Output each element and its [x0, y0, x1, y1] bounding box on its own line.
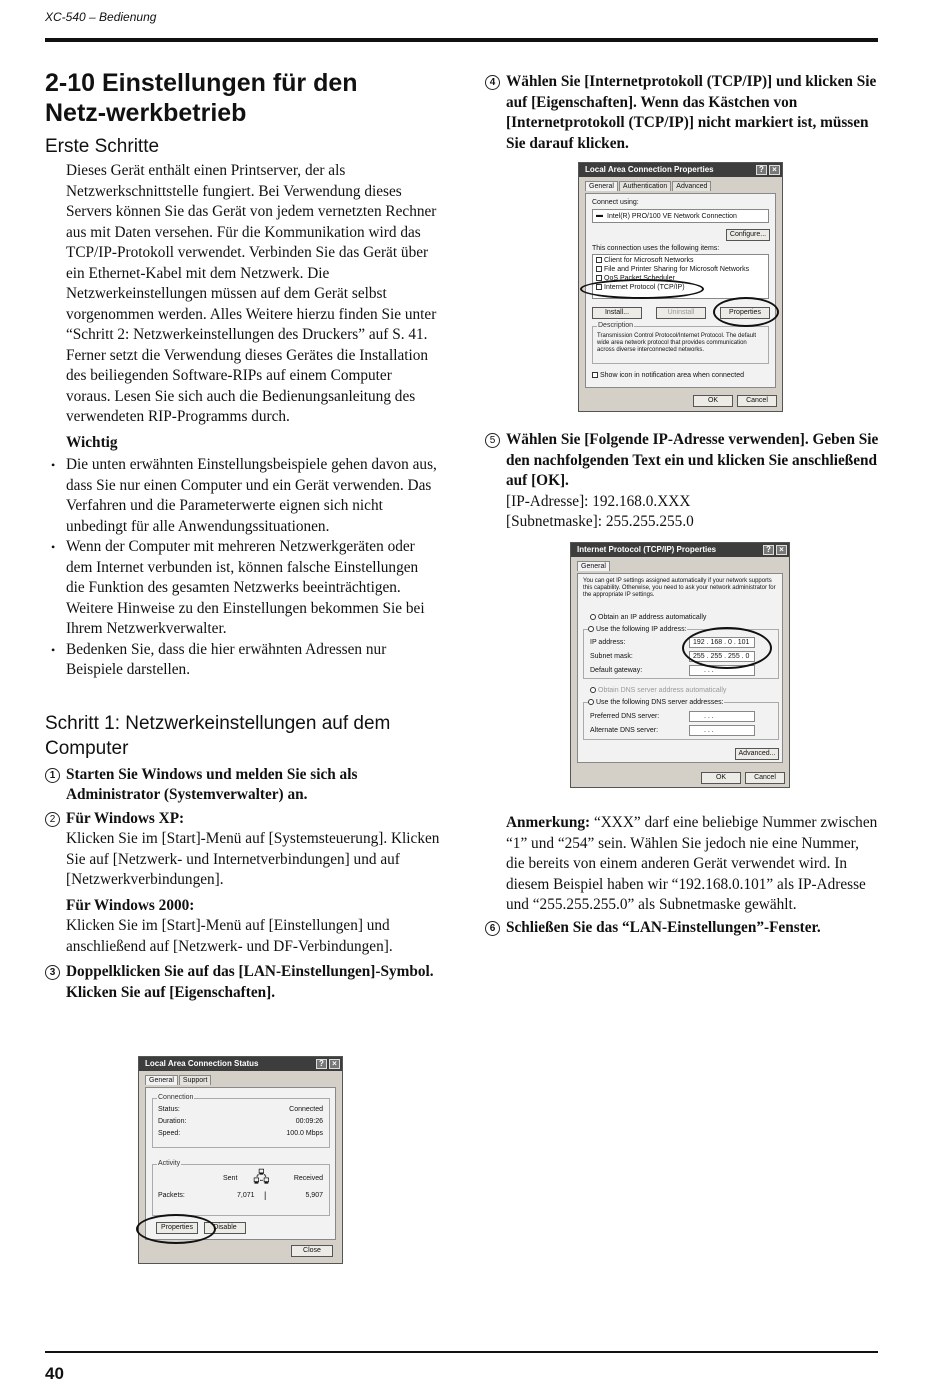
- network-card-icon: ▬: [596, 212, 603, 219]
- tab-authentication[interactable]: Authentication: [619, 181, 671, 191]
- packets-sent: 7,071: [237, 1192, 255, 1199]
- checkbox[interactable]: [592, 372, 598, 378]
- list-item[interactable]: File and Printer Sharing for Microsoft Networks: [596, 266, 749, 273]
- running-header: XC-540 – Bedienung: [45, 10, 157, 24]
- tab-bar: [577, 561, 611, 571]
- description-group: [592, 322, 769, 364]
- bullet-item: • Bedenken Sie, dass die hier erwähnten Adressen nur Beispiele darstellen.: [45, 640, 440, 681]
- step-4: [485, 72, 880, 154]
- radio[interactable]: [588, 699, 594, 705]
- duration-value: 00:09:26: [295, 1118, 323, 1125]
- ip-address-line: [IP-Adresse]: 192.168.0.XXX: [506, 492, 691, 510]
- close-button[interactable]: Close: [291, 1245, 333, 1257]
- preferred-dns-field[interactable]: . . .: [689, 711, 755, 722]
- speed-value: 100.0 Mbps: [286, 1130, 323, 1137]
- step-text: Klicken Sie im [Start]-Menü auf [Einstellungen] und anschließend auf [Netzwerk- und DF-Verbindungen].: [66, 917, 393, 955]
- install-button[interactable]: Install...: [592, 307, 642, 319]
- alternate-dns-field[interactable]: . . .: [689, 725, 755, 736]
- step-text: Wählen Sie [Internetprotokoll (TCP/IP)] und klicken Sie auf [Eigenschaften]. Wenn das Kästchen von [Internetprotokoll (TCP/IP)] nicht markiert ist, müssen Sie darauf klicken.: [506, 73, 877, 152]
- speed-label: Speed:: [158, 1130, 181, 1137]
- tab-bar: [585, 181, 712, 191]
- cancel-button[interactable]: Cancel: [745, 772, 785, 784]
- group-label: Activity: [158, 1160, 181, 1167]
- tab-panel: [577, 573, 783, 763]
- subsection-title-first-steps: Erste Schritte: [45, 136, 160, 157]
- step-number: 3: [45, 965, 60, 980]
- close-icon[interactable]: ×: [329, 1059, 340, 1069]
- dialog-title: Local Area Connection Status: [145, 1059, 259, 1068]
- highlight-ellipse: [580, 279, 704, 299]
- step-1: [45, 765, 440, 806]
- dialog-title: Local Area Connection Properties: [585, 165, 714, 174]
- checkbox[interactable]: [596, 275, 602, 281]
- tab-support[interactable]: Support: [179, 1075, 212, 1085]
- connection-group: [152, 1094, 330, 1148]
- ip-address-field[interactable]: 192 . 168 . 0 . 101: [689, 637, 755, 648]
- group-label: Description: [598, 322, 634, 329]
- packets-label: Packets:: [158, 1192, 185, 1199]
- gateway-label: Default gateway:: [590, 667, 643, 674]
- step-5: [485, 430, 880, 533]
- important-heading: Wichtig: [66, 433, 118, 451]
- group-label: Connection: [158, 1094, 194, 1101]
- status-label: Status:: [158, 1106, 180, 1113]
- close-icon[interactable]: ×: [776, 545, 787, 555]
- note-text: “XXX” darf eine beliebige Nummer zwischen “1” und “254” sein. Wählen Sie jedoch nie eine Nummer, die bereits von einem anderen Gerät verwendet wird. In diesem Beispiel haben wir “192.168.0.101” als IP-Adresse und “255.255.255.0” als Subnetmaske gewählt.: [506, 814, 878, 913]
- bullet-item: • Wenn der Computer mit mehreren Netzwerkgeräten oder dem Internet verbunden ist, können falsche Einstellungen die Funktion des gesamten Netzwerks beeinträchtigen. Weitere Hinweise zu den Einstellungen bekommen Sie bei Ihrem Netzwerkverwalter.: [45, 537, 440, 640]
- checkbox[interactable]: [596, 257, 602, 263]
- help-icon[interactable]: ?: [756, 165, 767, 175]
- properties-button[interactable]: Properties: [156, 1222, 198, 1234]
- right-column: [485, 72, 880, 154]
- adapter-field: [592, 209, 769, 223]
- note-label: Anmerkung:: [506, 814, 591, 831]
- right-column-note: [485, 813, 880, 938]
- footer-rule: [45, 1351, 878, 1353]
- step-number: 6: [485, 921, 500, 936]
- step-number: 1: [45, 768, 60, 783]
- subnet-mask-field[interactable]: 255 . 255 . 255 . 0: [689, 651, 755, 662]
- alternate-dns-label: Alternate DNS server:: [590, 727, 659, 734]
- packets-divider: |: [264, 1190, 267, 1200]
- step-text: Schließen Sie das “LAN-Einstellungen”-Fenster.: [506, 918, 821, 936]
- subsection-title-step1: Schritt 1: Netzwerkeinstellungen auf dem Computer: [45, 712, 391, 759]
- dialog-title-bar: [571, 543, 789, 557]
- advanced-button[interactable]: Advanced...: [735, 748, 779, 760]
- note-paragraph: [485, 813, 880, 916]
- left-column: [45, 68, 440, 1003]
- uninstall-button[interactable]: Uninstall: [656, 307, 706, 319]
- obtain-ip-radio[interactable]: Obtain an IP address automatically: [590, 614, 706, 621]
- header-rule: [45, 38, 878, 42]
- section-title: 2-10 Einstellungen für den Netz-werkbetrieb: [45, 69, 358, 127]
- step-number: 2: [45, 812, 60, 827]
- step-subheading: Für Windows XP:: [66, 809, 185, 827]
- list-item-tcpip[interactable]: Internet Protocol (TCP/IP): [596, 284, 685, 291]
- help-icon[interactable]: ?: [763, 545, 774, 555]
- tab-general[interactable]: General: [145, 1075, 178, 1085]
- preferred-dns-label: Preferred DNS server:: [590, 713, 660, 720]
- duration-label: Duration:: [158, 1118, 187, 1125]
- received-label: Received: [293, 1175, 323, 1182]
- highlight-ellipse: [713, 297, 779, 327]
- step-subheading: Für Windows 2000:: [66, 896, 195, 914]
- obtain-dns-radio[interactable]: Obtain DNS server address automatically: [590, 687, 726, 694]
- bullet-item: • Die unten erwähnten Einstellungsbeispiele gehen davon aus, dass Sie nur einen Computer und ein Gerät verwenden. Das Verfahren und die Parameterwerte eignen sich nicht unbedingt für alle Anwendungssituationen.: [45, 455, 440, 537]
- step-text: Wählen Sie [Folgende IP-Adresse verwenden]. Geben Sie den nachfolgenden Text ein und klicken Sie anschließend auf [OK].: [506, 431, 879, 489]
- intro-text: You can get IP settings assigned automatically if your network supports this capability. Otherwise, you need to ask your network administrator for the appropriate IP settings.: [583, 578, 776, 598]
- help-icon[interactable]: ?: [316, 1059, 327, 1069]
- radio[interactable]: [588, 626, 594, 632]
- connect-using-label: Connect using:: [592, 199, 639, 206]
- use-dns-radio[interactable]: Use the following DNS server addresses:: [588, 699, 724, 706]
- highlight-ellipse: [682, 627, 772, 669]
- mask-label: Subnet mask:: [590, 653, 633, 660]
- step-text: Doppelklicken Sie auf das [LAN-Einstellungen]-Symbol. Klicken Sie auf [Eigenschaften].: [66, 963, 434, 1001]
- step-6: [485, 918, 880, 939]
- subnet-mask-line: [Subnetmaske]: 255.255.255.0: [506, 513, 694, 530]
- ip-label: IP address:: [590, 639, 626, 646]
- checkbox[interactable]: [596, 266, 602, 272]
- packets-received: 5,907: [305, 1192, 323, 1199]
- gateway-field[interactable]: . . .: [689, 665, 755, 676]
- description-text: Transmission Control Protocol/Internet Protocol. The default wide area network protocol that provides communication across diverse interconnected networks.: [597, 333, 757, 353]
- step-2: [45, 809, 440, 958]
- step-3: [45, 962, 440, 1003]
- dns-group: [583, 699, 779, 740]
- show-icon-option[interactable]: Show icon in notification area when connected: [592, 372, 744, 379]
- ok-button[interactable]: OK: [701, 772, 741, 784]
- tab-general[interactable]: General: [585, 181, 618, 191]
- ok-button[interactable]: OK: [693, 395, 733, 407]
- intro-paragraph: Dieses Gerät enthält einen Printserver, der als Netzwerkschnittstelle fungiert. Bei Verwendung dieses Servers können Sie das Gerät von jedem vernetzten Rechner aus mit Daten versehen. Für die Kommunikation wird das TCP/IP-Protokoll verwendet. Verbinden Sie das Gerät über ein Ethernet-Kabel mit dem Netzwerk. Die Netzwerkeinstellungen müssen auf dem Gerät selbst vorgenommen werden. Alles Weitere hierzu finden Sie unter “Schritt 2: Netzwerkeinstellungen des Druckers” auf S. 41.: [66, 162, 437, 343]
- rip-paragraph: Ferner setzt die Verwendung dieses Gerätes die Installation des beiliegenden Software-RIPs auf einem Computer voraus. Lesen Sie sich auch die Bedienungsanleitung des verwendeten RIP-Programms durch.: [66, 346, 429, 425]
- dialog-title-bar: [579, 163, 782, 177]
- properties-button[interactable]: Properties: [720, 307, 770, 319]
- right-column-step5: [485, 430, 880, 533]
- page-number: 40: [45, 1364, 64, 1383]
- dialog-title: Internet Protocol (TCP/IP) Properties: [577, 545, 717, 554]
- tab-bar: [145, 1075, 212, 1085]
- disable-button[interactable]: Disable: [204, 1222, 246, 1234]
- configure-button[interactable]: Configure...: [726, 229, 770, 241]
- radio[interactable]: [590, 687, 596, 693]
- tab-general[interactable]: General: [577, 561, 610, 571]
- step-text: Klicken Sie im [Start]-Menü auf [Systemsteuerung]. Klicken Sie auf [Netzwerk- und Internetverbindungen] und auf [Netzwerkverbindungen].: [66, 830, 440, 888]
- list-item[interactable]: QoS Packet Scheduler: [596, 275, 675, 282]
- step-number: 5: [485, 433, 500, 448]
- list-item[interactable]: Client for Microsoft Networks: [596, 257, 693, 264]
- tcpip-dialog: [570, 542, 790, 788]
- cancel-button[interactable]: Cancel: [737, 395, 777, 407]
- use-ip-radio[interactable]: Use the following IP address:: [588, 626, 687, 633]
- close-icon[interactable]: ×: [769, 165, 780, 175]
- network-computers-icon: 🖧: [253, 1169, 270, 1186]
- dialog-title-bar: [139, 1057, 342, 1071]
- step-text: Starten Sie Windows und melden Sie sich als Administrator (Systemverwalter) an.: [66, 765, 358, 803]
- highlight-ellipse: [136, 1214, 216, 1244]
- tab-advanced[interactable]: Advanced: [672, 181, 711, 191]
- activity-group: [152, 1160, 330, 1216]
- step-number: 4: [485, 75, 500, 90]
- adapter-name: Intel(R) PRO/100 VE Network Connection: [607, 213, 737, 220]
- radio[interactable]: [590, 614, 596, 620]
- items-label: This connection uses the following items:: [592, 245, 720, 252]
- status-value: Connected: [289, 1106, 323, 1113]
- sent-label: Sent: [223, 1175, 238, 1182]
